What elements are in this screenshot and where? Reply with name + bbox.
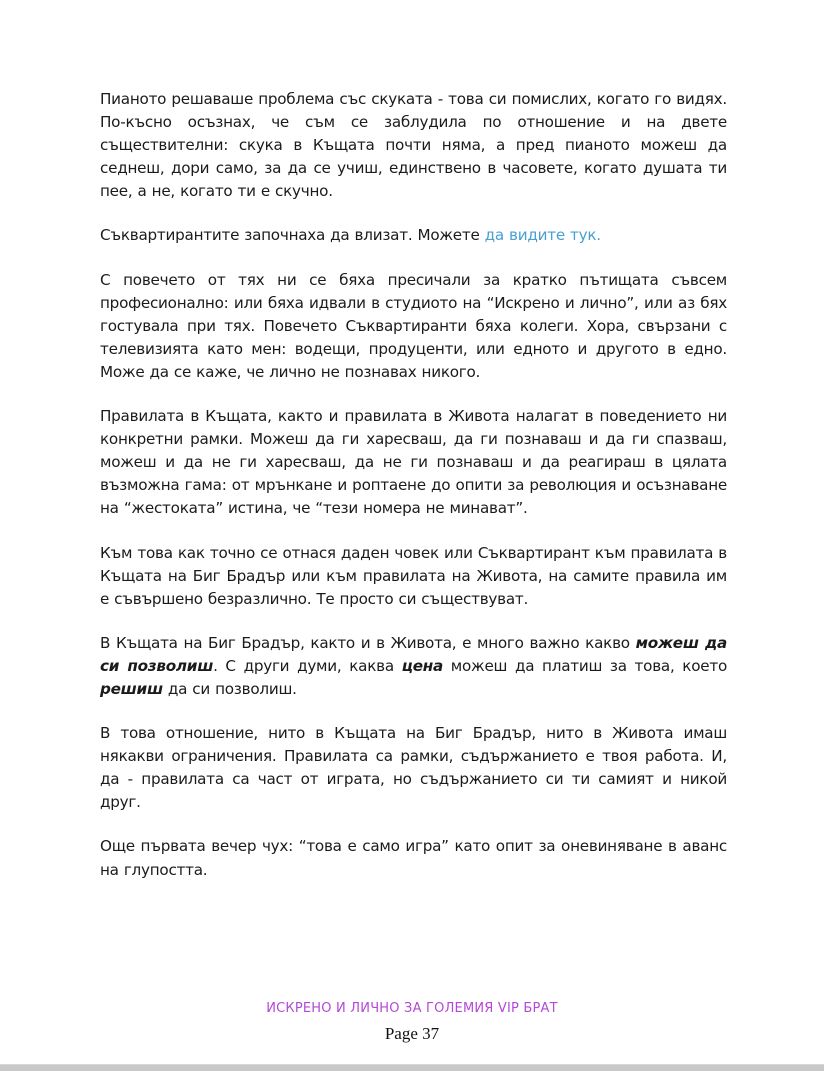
- paragraph-colleagues: С повечето от тях ни се бяха пресичали за кратко пътищата съвсем професионално: или бяха идвали в студиото на “Искрено и лично”, или аз бях гостувала при тях. Повечето Съквартиранти бяха колеги. Хора, свързани с телевизията като мен: водещи, продуценти, или едното и другото в едно. Може да се каже, че лично не познавах никого.: [100, 270, 727, 381]
- page-number: Page 37: [384, 1024, 440, 1043]
- emphasis-text: цена: [401, 656, 443, 675]
- paragraph-text: да си позволиш.: [162, 679, 297, 698]
- paragraph-piano: Пианото решаваше проблема със скуката - това си помислих, когато го видях. По-късно осъзнах, че съм се заблудила по отношение и на двете съществителни: скука в Къщата почти няма, а пред пианото можеш да седнеш, дори само, за да се учиш, единствено в часовете, когато душата ти пее, а не, когато ти е скучно.: [100, 90, 727, 201]
- paragraph-rules-indifferent: Към това как точно се отнася даден човек или Съквартирант към правилата в Къщата на Биг Брадър или към правилата на Живота, на самите правила им е съвършено безразлично. Те просто си съществуват.: [100, 543, 727, 608]
- paragraph-text: можеш да платиш за това, което: [443, 656, 728, 675]
- paragraph-just-a-game: Още първата вечер чух: “това е само игра” като опит за оневиняване в аванс на глупостта.: [100, 837, 727, 879]
- see-here-link[interactable]: да видите тук.: [484, 226, 601, 245]
- footer-book-title: ИСКРЕНО И ЛИЧНО ЗА ГОЛЕМИЯ VIP БРАТ: [266, 1001, 558, 1016]
- paragraph-rules-frames: Правилата в Къщата, както и правилата в Живота налагат в поведението ни конкретни рамки. Можеш да ги харесваш, да ги познаваш и да ги спазваш, можеш и да не ги харесваш, да не ги познаваш и да реагираш в цялата възможна гама: от мрънкане и роптаене до опити за революция и осъзнаване на “жестоката” истина, че “тези номера не минават”.: [100, 407, 727, 518]
- paragraph-what-you-can-afford: [100, 632, 727, 701]
- paragraph-text: . С други думи, каква: [213, 656, 402, 675]
- paragraph-text: В Къщата на Биг Брадър, както и в Живота, е много важно какво: [100, 633, 636, 652]
- emphasis-text: можеш да си позволиш: [100, 633, 727, 675]
- emphasis-text: решиш: [100, 679, 163, 698]
- page-body: [100, 88, 727, 903]
- paragraph-housemates-enter: [100, 224, 727, 247]
- paragraph-text: Съквартирантите започнаха да влизат. Можете: [100, 226, 485, 245]
- paragraph-no-limits: В това отношение, нито в Къщата на Биг Брадър, нито в Живота имаш някакви ограничения. Правилата са рамки, съдържанието е твоя работа. И, да - правилата са част от играта, но съдържанието си ти самият и никой друг.: [100, 724, 727, 812]
